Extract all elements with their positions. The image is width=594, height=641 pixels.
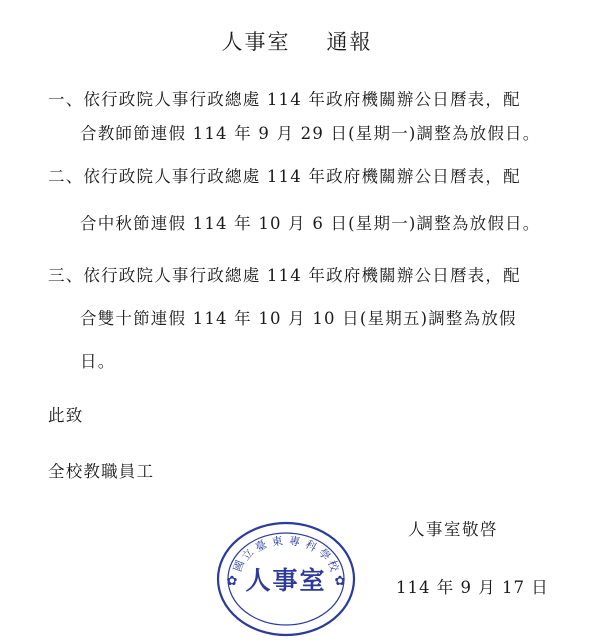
notice-item-1-line-2: 合教師節連假 114 年 9 月 29 日(星期一)調整為放假日。	[80, 124, 541, 143]
seal-outer-char: 科	[302, 537, 320, 555]
seal-outer-char: 學	[315, 546, 333, 563]
seal-plum-left-icon: ✿	[226, 574, 238, 589]
seal-outer-char: 立	[239, 546, 257, 563]
seal-outer-char: 國	[231, 558, 247, 574]
seal-outer-char: 專	[288, 534, 302, 549]
title-office: 人事室	[221, 30, 291, 54]
seal-center-text: 人事室	[245, 566, 327, 595]
sender-signature: 人事室敬啓	[408, 520, 498, 539]
seal-outer-char: 臺	[252, 537, 270, 555]
notice-item-3-line-3: 日。	[80, 352, 116, 371]
notice-item-2	[48, 163, 548, 257]
page-title	[0, 26, 594, 56]
issue-date: 114 年 9 月 17 日	[396, 578, 549, 597]
notice-item-1	[48, 86, 548, 154]
office-seal-stamp	[214, 519, 358, 641]
seal-plum-right-icon: ✿	[334, 574, 346, 589]
recipients: 全校教職員工	[48, 462, 155, 481]
notice-item-3-line-2: 合雙十節連假 114 年 10 月 10 日(星期五)調整為放假	[80, 309, 517, 328]
seal-outer-char: 校	[325, 558, 341, 574]
notice-item-1-line-1: 一、依行政院人事行政總處 114 年政府機關辦公日曆表，配	[48, 90, 521, 109]
closing-salutation: 此致	[48, 406, 84, 425]
notice-item-3-line-1: 三、依行政院人事行政總處 114 年政府機關辦公日曆表，配	[48, 266, 521, 285]
notice-item-3	[48, 262, 548, 391]
seal-outer-char: 東	[270, 534, 284, 549]
notice-item-2-line-2: 合中秋節連假 114 年 10 月 6 日(星期一)調整為放假日。	[80, 214, 541, 233]
notice-item-2-line-1: 二、依行政院人事行政總處 114 年政府機關辦公日曆表，配	[48, 167, 521, 186]
title-notice: 通報	[326, 30, 373, 54]
